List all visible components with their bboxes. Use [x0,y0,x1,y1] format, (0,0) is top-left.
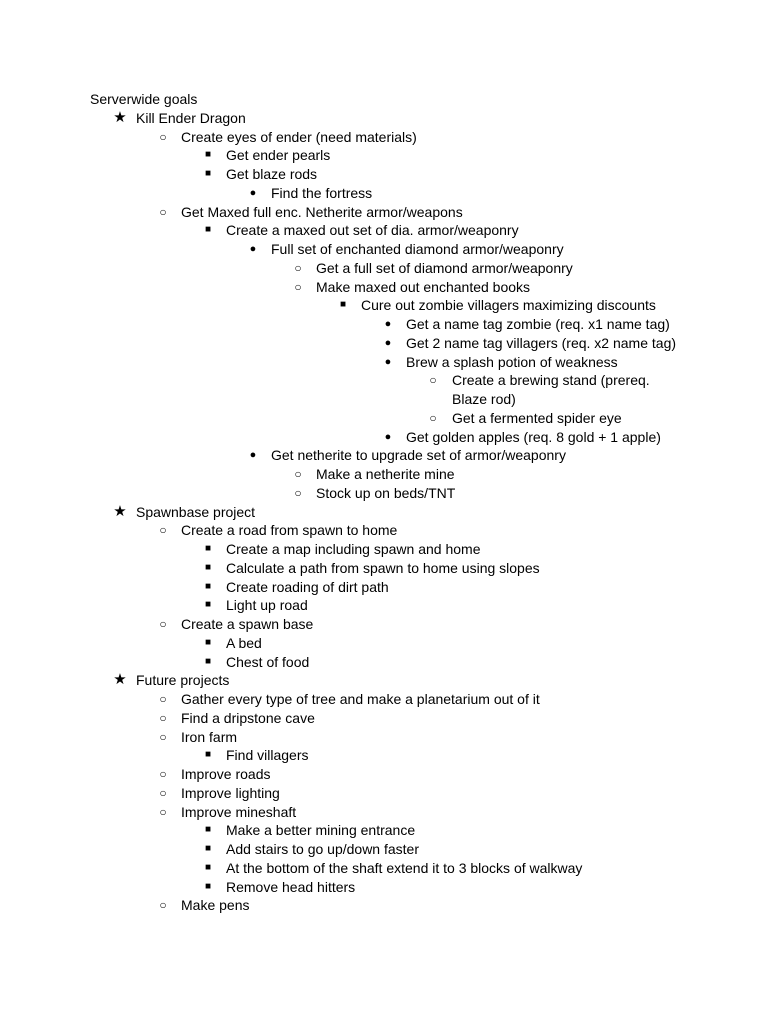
circle-bullet-icon: ○ [159,692,167,706]
circle-bullet-icon: ○ [294,260,302,275]
list-item-text: Chest of food [226,653,310,670]
list-item-text: Get blaze rods [226,166,318,182]
circle-bullet-icon: ○ [159,617,167,631]
square-bullet-icon: ■ [204,224,212,236]
list-item-text: Brew a splash potion of weakness [406,353,618,370]
list-item-text: Get netherite to upgrade set of armor/weaponry [271,447,566,464]
list-item [0,278,768,297]
list-item-text: Find a dripstone cave [181,709,315,726]
list-item-text: Create a spawn base [181,616,314,632]
circle-bullet-icon: ○ [429,373,437,388]
list-item [0,503,768,522]
square-bullet-icon: ■ [204,655,212,667]
list-item [0,428,768,447]
circle-bullet-icon: ○ [159,804,167,819]
list-item-text: Improve roads [181,766,271,782]
list-item [0,821,768,840]
disc-bullet-icon: ● [249,243,257,255]
document-heading: Serverwide goals [90,91,198,107]
list-item-text: Light up road [226,597,308,614]
list-item [0,128,768,147]
list-item [0,596,768,615]
list-item [0,203,768,222]
list-item-text: Make a better mining entrance [226,822,416,839]
list-item-text: Improve mineshaft [181,803,297,820]
list-item [0,878,768,897]
square-bullet-icon: ■ [204,861,212,873]
circle-bullet-icon: ○ [159,710,167,725]
list-item [0,559,768,578]
list-item [0,315,768,334]
list-item [0,296,768,315]
circle-bullet-icon: ○ [159,785,167,800]
list-item-text: Make maxed out enchanted books [316,278,531,295]
list-item [0,728,768,747]
list-item [0,746,768,765]
list-item-text: Create eyes of ender (need materials) [181,128,417,145]
circle-bullet-icon: ○ [294,485,302,500]
square-bullet-icon: ■ [204,749,212,761]
square-bullet-icon: ■ [204,599,212,611]
list-item [0,240,768,259]
list-item-text: Get golden apples (req. 8 gold + 1 apple) [406,428,661,445]
list-item-text: Get Maxed full enc. Netherite armor/weapons [181,203,463,220]
list-item-text: Gather every type of tree and make a planetarium out of it [181,691,540,707]
document-body [0,90,768,915]
list-item-text: Create a brewing stand (prereq. [452,372,650,389]
list-item [0,221,768,240]
list-item [0,109,768,128]
list-item-text: Find villagers [226,747,309,764]
circle-bullet-icon: ○ [294,467,302,481]
list-item [0,840,768,859]
goals-list [0,109,768,915]
list-item-text: Cure out zombie villagers maximizing discounts [361,297,656,314]
list-item [0,409,768,428]
disc-bullet-icon: ● [384,430,392,443]
list-item-text: Make pens [181,897,250,914]
list-item-text: Iron farm [181,728,238,745]
circle-bullet-icon: ○ [294,279,302,294]
list-item-text: Add stairs to go up/down faster [226,841,419,857]
list-item-text: Get a fermented spider eye [452,409,622,426]
square-bullet-icon: ■ [204,843,212,854]
circle-bullet-icon: ○ [159,204,167,219]
circle-bullet-icon: ○ [159,767,167,781]
list-item [0,484,768,503]
list-item [0,765,768,784]
list-item-text: Get 2 name tag villagers (req. x2 name tag) [406,334,677,351]
square-bullet-icon: ■ [204,168,212,179]
circle-bullet-icon: ○ [429,410,437,425]
list-item [0,896,768,915]
list-item-text: Blaze rod) [452,391,516,407]
square-bullet-icon: ■ [204,543,212,554]
list-item [0,615,768,634]
circle-bullet-icon: ○ [159,729,167,744]
list-item-text: Remove head hitters [226,878,356,895]
list-item [0,671,768,690]
list-item-text: Improve lighting [181,784,280,801]
disc-bullet-icon: ● [384,318,392,330]
list-item [0,353,768,372]
list-item [0,578,768,597]
list-item [0,784,768,803]
document-heading-line [0,90,768,109]
list-item-text: A bed [226,634,262,651]
star-bullet-icon: ★ [113,108,127,126]
list-item [0,540,768,559]
square-bullet-icon: ■ [204,561,212,573]
list-item [0,446,768,465]
disc-bullet-icon: ● [384,336,392,349]
disc-bullet-icon: ● [384,355,392,368]
square-bullet-icon: ■ [204,880,212,892]
list-item-text: Stock up on beds/TNT [316,484,456,501]
list-item [0,653,768,672]
list-item [0,371,768,390]
list-item-text: Future projects [136,672,230,689]
list-item-text: Find the fortress [271,184,373,201]
list-item-text: Get a name tag zombie (req. x1 name tag) [406,316,670,332]
list-item-text: Create a road from spawn to home [181,522,398,539]
star-bullet-icon: ★ [113,671,127,689]
list-item-text: Full set of enchanted diamond armor/weaponry [271,241,564,257]
square-bullet-icon: ■ [204,149,212,161]
square-bullet-icon: ■ [204,636,212,648]
list-item [0,259,768,278]
list-item-text: Kill Ender Dragon [136,109,246,126]
list-item-text: Make a netherite mine [316,466,455,482]
star-bullet-icon: ★ [113,502,127,520]
list-item [0,184,768,203]
list-item [0,390,768,409]
list-item [0,803,768,822]
list-item [0,165,768,184]
list-item-text: Create a maxed out set of dia. armor/weaponry [226,222,519,239]
list-item [0,465,768,484]
circle-bullet-icon: ○ [159,523,167,538]
list-item [0,690,768,709]
list-item-text: Calculate a path from spawn to home using slopes [226,559,540,576]
list-item-text: Get a full set of diamond armor/weaponry [316,259,573,276]
list-item-text: At the bottom of the shaft extend it to 3 blocks of walkway [226,859,583,876]
list-item-text: Get ender pearls [226,147,331,164]
list-item-text: Create roading of dirt path [226,578,389,595]
disc-bullet-icon: ● [249,186,257,199]
square-bullet-icon: ■ [204,824,212,836]
list-item-text: Create a map including spawn and home [226,541,481,557]
disc-bullet-icon: ● [249,449,257,462]
square-bullet-icon: ■ [339,299,347,311]
list-item [0,859,768,878]
circle-bullet-icon: ○ [159,129,167,144]
list-item [0,634,768,653]
list-item-text: Spawnbase project [136,503,256,520]
circle-bullet-icon: ○ [159,898,167,913]
list-item [0,709,768,728]
list-item [0,146,768,165]
square-bullet-icon: ■ [204,580,212,592]
list-item [0,521,768,540]
list-item [0,334,768,353]
